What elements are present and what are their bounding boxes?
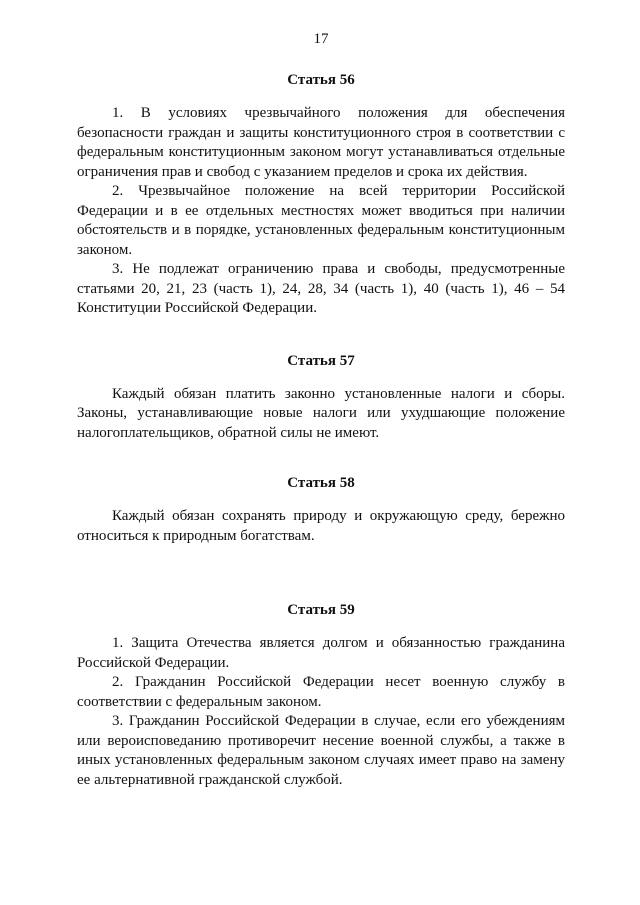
spacer — [77, 443, 565, 474]
article-title: Статья 58 — [287, 475, 355, 491]
article-body — [77, 385, 565, 444]
article-title: Статья 57 — [287, 352, 355, 369]
paragraph: 1. В условиях чрезвычайного положения для обеспечения безопасности граждан и защиты конституционного строя в соответствии с федеральным конституционным законом могут устанавливаться отдельные ограничения прав и свобод с указанием пределов и срока их действия. — [77, 105, 565, 180]
article-body — [77, 104, 565, 319]
article-title: Статья 56 — [287, 72, 355, 88]
paragraph: 2. Гражданин Российской Федерации несет военную службу в соответствии с федеральным законом. — [77, 674, 565, 710]
article-56 — [77, 71, 565, 319]
paragraph: 3. Не подлежат ограничению права и свободы, предусмотренные статьями 20, 21, 23 (часть 1), 24, 28, 34 (часть 1), 40 (часть 1), 46 – 54 Конституции Российской Федерации. — [77, 261, 565, 316]
page-number: 17 — [313, 31, 329, 47]
article-59 — [77, 601, 565, 790]
article-57 — [77, 352, 565, 444]
paragraph: 1. Защита Отечества является долгом и обязанностью гражданина Российской Федерации. — [77, 635, 565, 671]
paragraph: 2. Чрезвычайное положение на всей территории Российской Федерации и в ее отдельных местностях может вводиться при наличии обстоятельств и в порядке, установленных федеральным конституционным законом. — [77, 183, 565, 258]
paragraph: 3. Гражданин Российской Федерации в случае, если его убеждениям или вероисповеданию противоречит несение военной службы, а также в иных установленных федеральным законом случаях имеет право на замену ее альтернативной гражданской службой. — [77, 713, 565, 788]
article-58 — [77, 474, 565, 546]
spacer — [77, 319, 565, 352]
document-page — [77, 30, 565, 790]
article-title: Статья 59 — [287, 602, 355, 618]
spacer — [77, 546, 565, 601]
article-body — [77, 507, 565, 546]
paragraph: Каждый обязан сохранять природу и окружающую среду, бережно относиться к природным богатствам. — [77, 508, 565, 544]
paragraph: Каждый обязан платить законно установленные налоги и сборы. Законы, устанавливающие новые налоги или ухудшающие положение налогоплательщиков, обратной силы не имеют. — [77, 385, 565, 441]
article-body — [77, 634, 565, 790]
